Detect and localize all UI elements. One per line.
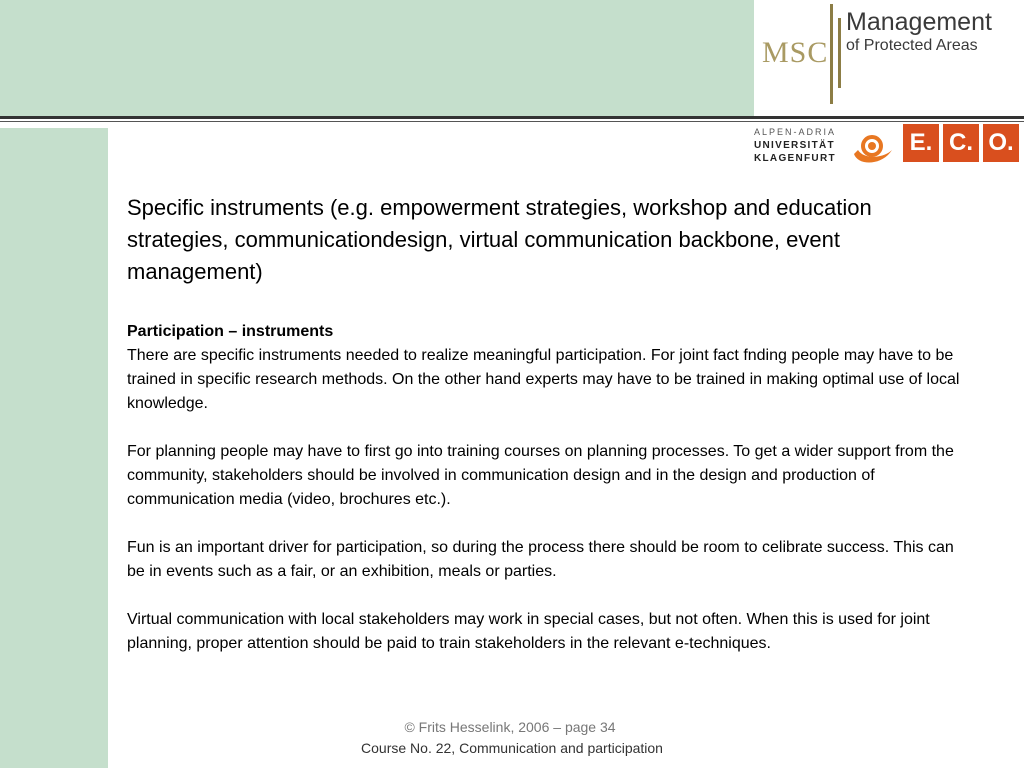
paragraph: There are specific instruments needed to realize meaningful participation. For joint fact fnding people may have to be trained in specific research methods. On the other hand experts may have to be trained in making optimal use of local knowledge. (127, 347, 960, 412)
paragraph: Virtual communication with local stakeholders may work in special cases, but not often. When this is used for joint planning, proper attention should be paid to train stakeholders in the relevant e-techniques. (127, 611, 930, 652)
header-divider (0, 116, 1024, 119)
header-band (0, 0, 754, 116)
eco-logo-letter: C. (943, 124, 979, 162)
logo-bar (838, 18, 841, 88)
paragraph: Fun is an important driver for participation, so during the process there should be room to celibrate success. This can be in events such as a fair, or an exhibition, meals or parties. (127, 539, 954, 580)
header-divider-thin (0, 121, 1024, 122)
eco-logo-letter: O. (983, 124, 1019, 162)
slide-content (127, 192, 967, 656)
section-title: Participation – instruments (127, 323, 334, 340)
msc-logo-text: MSC (762, 36, 829, 69)
university-top-text: ALPEN-ADRIA (754, 127, 837, 137)
university-swirl-icon (848, 126, 898, 166)
paragraph: For planning people may have to first go into training courses on planning processes. To get a wider support from the community, stakeholders should be involved in communication design and in the design and production of communication media (video, brochures etc.). (127, 443, 954, 508)
footer (0, 717, 1024, 759)
eco-logo-letter: E. (903, 124, 939, 162)
msc-logo (754, 0, 1024, 116)
footer-course: Course No. 22, Communication and participation (361, 740, 663, 756)
footer-copyright: © Frits Hesselink, 2006 – page 34 (404, 719, 616, 735)
intro-text: Specific instruments (e.g. empowerment strategies, workshop and education strategies, communicationdesign, virtual communication backbone, event management) (127, 195, 872, 284)
university-logo (754, 126, 854, 165)
logo-subtitle: of Protected Areas (846, 37, 978, 54)
university-mid-text: UNIVERSITÄT (754, 140, 835, 151)
logo-title: Management (846, 8, 992, 36)
university-bottom-text: KLAGENFURT (754, 153, 836, 164)
left-sidebar-band (0, 128, 108, 768)
logo-bar (830, 4, 833, 104)
